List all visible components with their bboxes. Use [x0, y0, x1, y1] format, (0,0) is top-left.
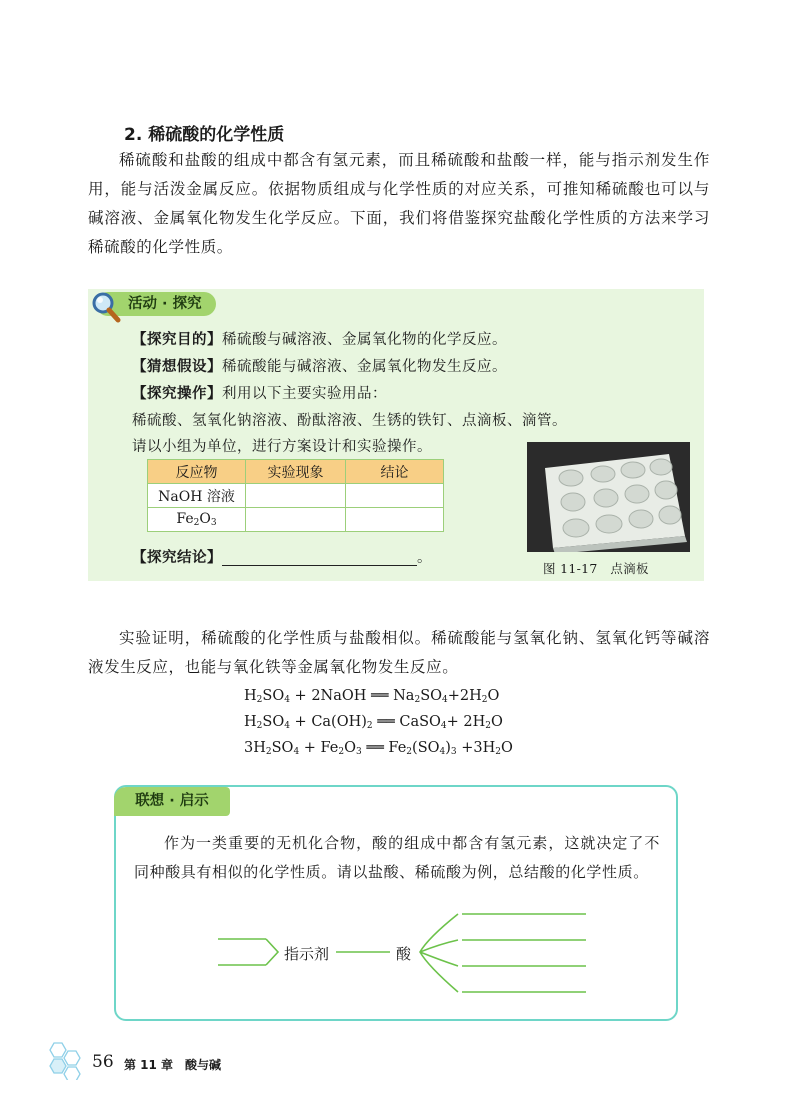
equation-3: $3H_2SO_4 + Fe_2O_3$ ══ $Fe_2(SO_4)_3 +3H_2O$ [244, 740, 513, 757]
figure-caption: 图 11-17 点滴板 [543, 561, 649, 576]
instruction-line: 请以小组为单位，进行方案设计和实验操作。 [132, 439, 432, 455]
operation-label: 【探究操作】 [132, 385, 222, 402]
hexagon-decoration-icon [44, 1040, 92, 1080]
conclusion-blank[interactable] [222, 551, 417, 566]
table-row [148, 508, 444, 532]
table-header-cell: 结论 [346, 460, 444, 484]
acid-properties-diagram [200, 902, 620, 1002]
hypothesis-line [132, 355, 507, 376]
bracket-left [266, 939, 278, 965]
result-paragraph: 实验证明，稀硫酸的化学性质与盐酸相似。稀硫酸能与氢氧化钠、氢氧化钙等碱溶液发生反应，也能与氧化铁等金属氧化物发生反应。 [88, 629, 710, 676]
association-tag: 联想 · 启示 [114, 787, 230, 816]
result-table [147, 459, 444, 532]
table-cell-blank[interactable] [246, 508, 346, 532]
hypothesis-text: 稀硫酸能与碱溶液、金属氧化物发生反应。 [222, 359, 507, 375]
table-row [148, 484, 444, 508]
spot-plate-photo [527, 442, 690, 552]
diagram-indicator-label: 指示剂 [284, 945, 330, 963]
materials-line: 稀硫酸、氢氧化钠溶液、酚酞溶液、生锈的铁钉、点滴板、滴管。 [132, 413, 567, 429]
association-text: 作为一类重要的无机化合物，酸的组成中都含有氢元素，这就决定了不同种酸具有相似的化学性质。请以盐酸、稀硫酸为例，总结酸的化学性质。 [134, 834, 660, 881]
table-header-cell: 反应物 [148, 460, 246, 484]
page-number: 56 [92, 1052, 114, 1072]
equation-2: $H_2SO_4 + Ca(OH)_2$ ══ CaSO$_4$+ $2H_2O$ [244, 714, 503, 731]
spot-plate-image [527, 442, 690, 552]
table-header-row [148, 460, 444, 484]
bracket-right [420, 914, 458, 992]
intro-paragraph: 稀硫酸和盐酸的组成中都含有氢元素，而且稀硫酸和盐酸一样，能与指示剂发生作用，能与活泼金属反应。依据物质组成与化学性质的对应关系，可推知稀硫酸也可以与碱溶液、金属氧化物发生化学反应。下面，我们将借鉴探究盐酸化学性质的方法来学习稀硫酸的化学性质。 [88, 151, 710, 256]
conclusion-line: 【探究结论】 。 [132, 549, 432, 566]
table-cell-blank[interactable] [346, 508, 444, 532]
conclusion-label: 【探究结论】 [132, 549, 222, 566]
hypothesis-label: 【猜想假设】 [132, 358, 222, 375]
purpose-line [132, 328, 507, 349]
equation-1: $H_2SO_4$ + 2NaOH ══ $Na_2SO_4+2H_2O$ [244, 688, 500, 705]
operation-line [132, 382, 387, 403]
magnifier-icon [88, 289, 122, 323]
purpose-label: 【探究目的】 [132, 331, 222, 348]
section-heading: 2. 稀硫酸的化学性质 [124, 125, 285, 145]
table-cell-blank[interactable] [346, 484, 444, 508]
diagram-acid-label: 酸 [396, 945, 412, 963]
activity-tag: 活动 · 探究 [96, 292, 216, 316]
table-header-cell: 实验现象 [246, 460, 346, 484]
purpose-text: 稀硫酸与碱溶液、金属氧化物的化学反应。 [222, 332, 507, 348]
table-cell-reactant: NaOH 溶液 [148, 484, 246, 508]
operation-text: 利用以下主要实验用品： [222, 386, 387, 402]
table-cell-reactant: $Fe_2O_3$ [148, 508, 246, 532]
chapter-title: 第 11 章 酸与碱 [124, 1058, 222, 1072]
table-cell-blank[interactable] [246, 484, 346, 508]
